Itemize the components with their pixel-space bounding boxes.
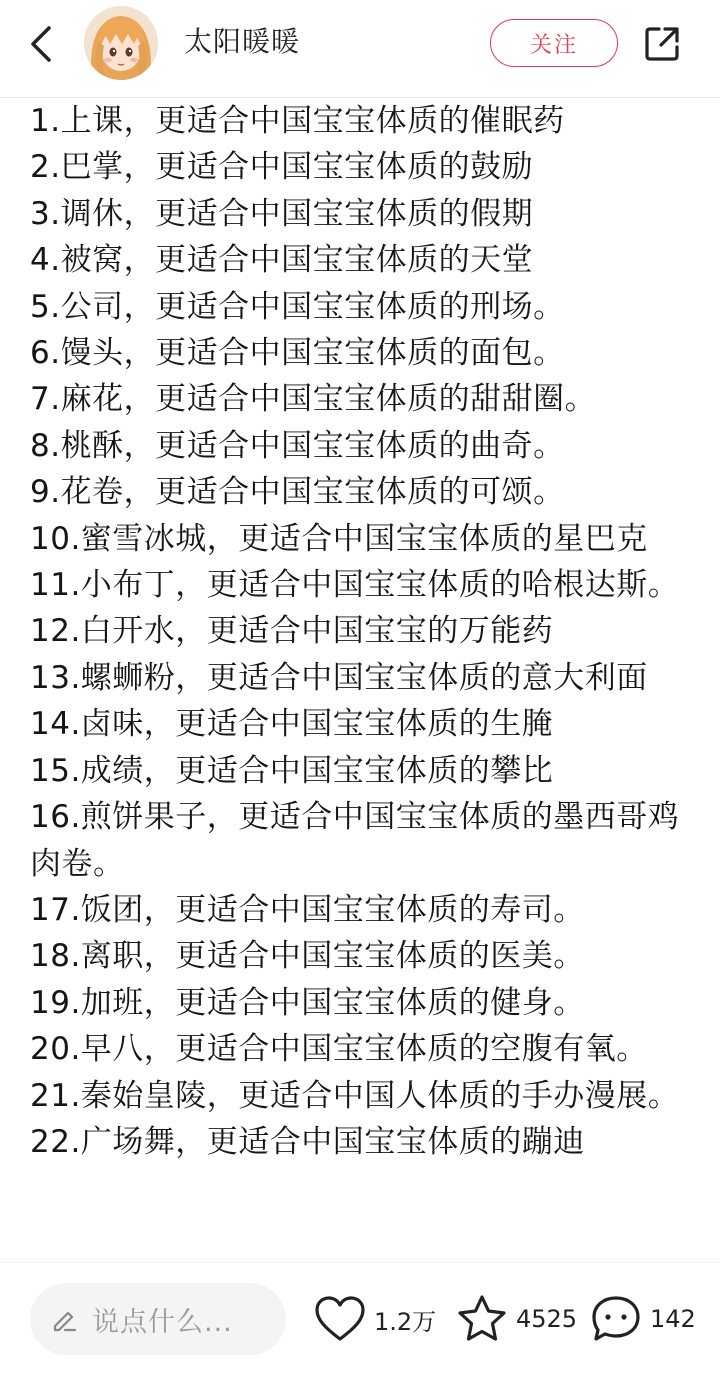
top-nav-bar	[0, 0, 720, 98]
heart-icon	[314, 1295, 366, 1343]
post-line: 19.加班，更适合中国宝宝体质的健身。	[30, 984, 585, 1021]
post-line: 4.被窝，更适合中国宝宝体质的天堂	[30, 242, 534, 279]
post-line: 21.秦始皇陵，更适合中国人体质的手办漫展。	[30, 1077, 680, 1114]
post-line: 20.早八，更适合中国宝宝体质的空腹有氧。	[30, 1031, 648, 1068]
bottom-action-bar	[0, 1262, 720, 1378]
pencil-icon	[50, 1305, 78, 1333]
post-line: 1.上课，更适合中国宝宝体质的催眠药	[30, 103, 565, 139]
post-line: 15.成绩，更适合中国宝宝体质的攀比	[30, 752, 554, 789]
post-line: 17.饭团，更适合中国宝宝体质的寿司。	[30, 891, 585, 928]
chat-bubble-icon	[590, 1294, 642, 1344]
post-line: 2.巴掌，更适合中国宝宝体质的鼓励	[30, 149, 534, 186]
comment-button[interactable]	[590, 1289, 696, 1349]
post-line: 14.卤味，更适合中国宝宝体质的生腌	[30, 706, 554, 743]
post-line: 7.麻花，更适合中国宝宝体质的甜甜圈。	[30, 381, 597, 418]
post-line: 18.离职，更适合中国宝宝体质的医美。	[30, 938, 585, 975]
comment-count: 142	[650, 1305, 696, 1333]
post-line: 3.调休，更适合中国宝宝体质的假期	[30, 195, 534, 232]
post-line: 12.白开水，更适合中国宝宝的万能药	[30, 613, 554, 650]
username[interactable]: 太阳暖暖	[184, 25, 301, 58]
comment-input[interactable]	[30, 1283, 286, 1355]
post-line: 16.煎饼果子，更适合中国宝宝体质的墨西哥鸡肉卷。	[30, 799, 680, 882]
post-line: 22.广场舞，更适合中国宝宝体质的蹦迪	[30, 1123, 585, 1160]
chevron-left-icon	[27, 24, 57, 64]
post-line: 9.花卷，更适合中国宝宝体质的可颂。	[30, 474, 565, 511]
star-icon	[456, 1294, 508, 1344]
post-line: 8.桃酥，更适合中国宝宝体质的曲奇。	[30, 427, 565, 464]
post-content	[0, 98, 720, 1262]
post-line: 6.馒头，更适合中国宝宝体质的面包。	[30, 335, 565, 372]
post-line: 11.小布丁，更适合中国宝宝体质的哈根达斯。	[30, 567, 680, 604]
share-button[interactable]	[640, 22, 684, 66]
post-line: 5.公司，更适合中国宝宝体质的刑场。	[30, 288, 565, 325]
post-text-list	[30, 98, 688, 1165]
share-icon	[642, 24, 682, 64]
anime-avatar-image	[84, 6, 158, 80]
post-line: 13.螺蛳粉，更适合中国宝宝体质的意大利面	[30, 659, 648, 696]
follow-button[interactable]: 关注	[490, 19, 618, 67]
favorite-count: 4525	[516, 1305, 578, 1333]
post-line: 10.蜜雪冰城，更适合中国宝宝体质的星巴克	[30, 520, 648, 557]
like-button[interactable]	[314, 1289, 436, 1349]
like-count: 1.2万	[374, 1307, 437, 1336]
favorite-button[interactable]	[456, 1289, 577, 1349]
back-button[interactable]	[18, 20, 66, 68]
avatar[interactable]	[84, 6, 158, 80]
comment-placeholder: 说点什么...	[92, 1306, 233, 1338]
